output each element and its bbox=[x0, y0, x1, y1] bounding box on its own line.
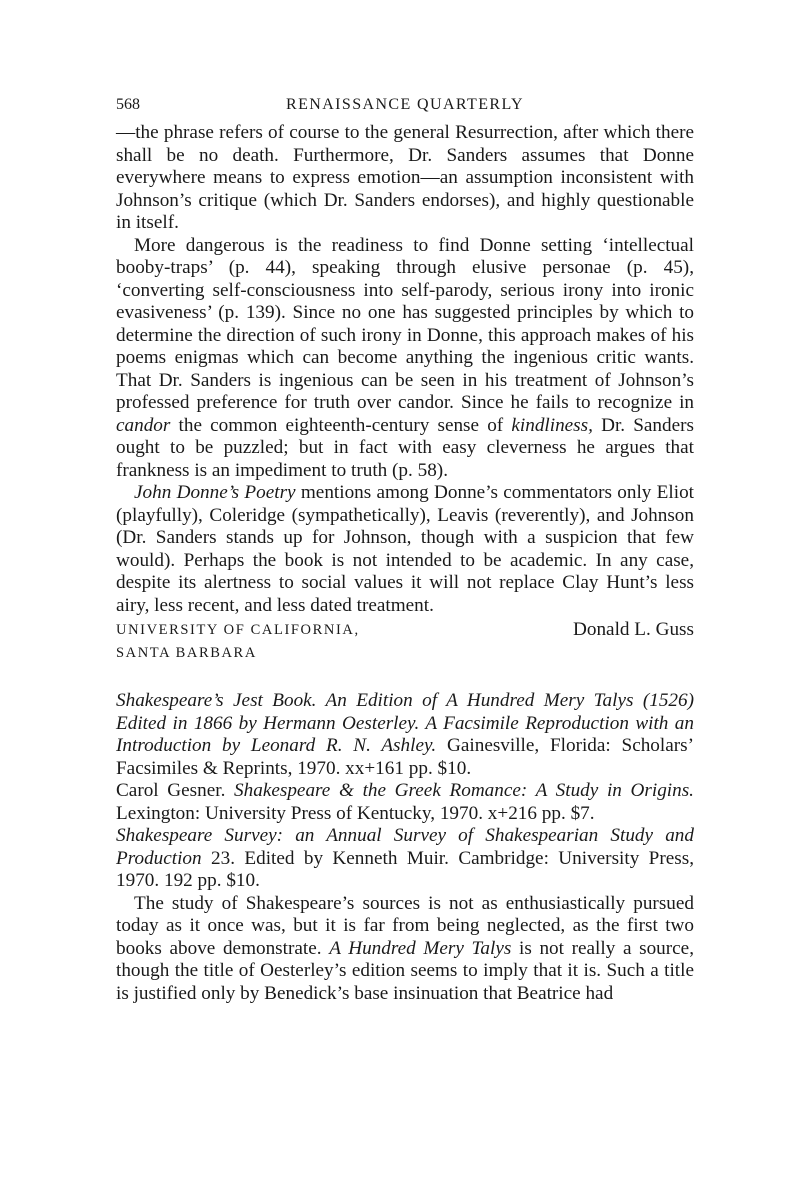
review2-book3-pub: 23. Edited by Kenneth Muir. Cambridge: University Press, 1970. 192 pp. $10. bbox=[116, 847, 694, 891]
review1-paragraph-3 bbox=[116, 482, 694, 617]
review1-p2-kindliness: kindliness, bbox=[511, 414, 593, 436]
review2-book-3 bbox=[116, 825, 694, 893]
review2-book2-title: Shakespeare & the Greek Romance: A Study in Origins. bbox=[234, 780, 694, 801]
review1-p2-mid: the common eighteenth-century sense of bbox=[178, 414, 504, 436]
review2-p1-end: is not really a source, though the title of Oesterley’s edition seems to imply that it is. Such a title is justified only by Benedick’s base insinuation that Beatrice had bbox=[116, 937, 694, 1004]
page bbox=[116, 96, 694, 1005]
review2-book1-pub: Gainesville, Florida: Scholars’ Facsimiles & Reprints, 1970. xx+161 pp. $10. bbox=[116, 735, 694, 779]
review1-p2-end: Dr. Sanders ought to be puzzled; but in fact with easy cleverness he argues that frankness is an impediment to truth (p. 58). bbox=[116, 414, 694, 481]
review2-book3-title: Shakespeare Survey: an Annual Survey of Shakespearian Study and Production bbox=[116, 825, 694, 869]
review2-book-1 bbox=[116, 690, 694, 780]
review1-p2-candor: candor bbox=[116, 414, 171, 436]
running-header bbox=[116, 96, 694, 122]
review2-p1-title: A Hundred Mery Talys bbox=[329, 937, 512, 959]
page-number: 568 bbox=[116, 96, 140, 113]
section-gap bbox=[116, 664, 694, 690]
review2-p1-start: The study of Shakespeare’s sources is not as enthusiastically pursued today as it once was, but it is far from being neglected, as the first two books above demonstrate. bbox=[116, 892, 694, 959]
review1-signoff bbox=[116, 619, 694, 642]
review1-p3-book-title: John Donne’s Poetry bbox=[134, 482, 296, 503]
review2-book2-pub: Lexington: University Press of Kentucky, 1970. x+216 pp. $7. bbox=[116, 802, 595, 824]
reviewer-name: Donald L. Guss bbox=[573, 619, 694, 640]
review1-p2-text: More dangerous is the readiness to find Donne setting ‘intellectual booby-traps’ (p. 44), speaking through elusive personae (p. 45), ‘converting self-consciousness into self-parody, serious irony into ironic evasiveness’ (p. 139). Since no one has suggested principles by which to determine the direction of such irony in Donne, this approach makes of his poems enigmas which can become anything the ingenious critic wants. That Dr. Sanders is ingenious can be seen in his treatment of Johnson’s professed preference for truth over candor. Since he fails to recognize in bbox=[116, 234, 694, 413]
reviewer-affiliation: UNIVERSITY OF CALIFORNIA, bbox=[116, 622, 360, 638]
journal-title: RENAISSANCE QUARTERLY bbox=[286, 96, 524, 113]
review2-book-2 bbox=[116, 780, 694, 825]
review2-book1-title: Shakespeare’s Jest Book. An Edition of A Hundred Mery Talys (1526) Edited in 1866 by Hermann Oesterley. A Facsimile Reproduction with an Introduction by Leonard R. N. Ashley. bbox=[116, 690, 694, 756]
review1-p3-text: mentions among Donne’s commentators only Eliot (playfully), Coleridge (sympathetically), Leavis (reverently), and Johnson (Dr. Sanders stands up for Johnson, though with a suspicion that few would). Perhaps the book is not intended to be academic. In any case, despite its alertness to social values it will not replace Clay Hunt’s less airy, less recent, and less dated treatment. bbox=[116, 482, 694, 616]
reviewer-affiliation-line2: SANTA BARBARA bbox=[116, 645, 257, 661]
review2-book2-author: Carol Gesner. bbox=[116, 780, 226, 801]
body-text bbox=[116, 122, 694, 1005]
review1-paragraph-2 bbox=[116, 235, 694, 483]
review2-paragraph-1 bbox=[116, 893, 694, 1006]
review1-paragraph-1: —the phrase refers of course to the general Resurrection, after which there shall be no death. Furthermore, Dr. Sanders assumes that Donne everywhere means to express emotion—an assumption inconsistent with Johnson’s critique (which Dr. Sanders endorses), and highly questionable in itself. bbox=[116, 122, 694, 233]
